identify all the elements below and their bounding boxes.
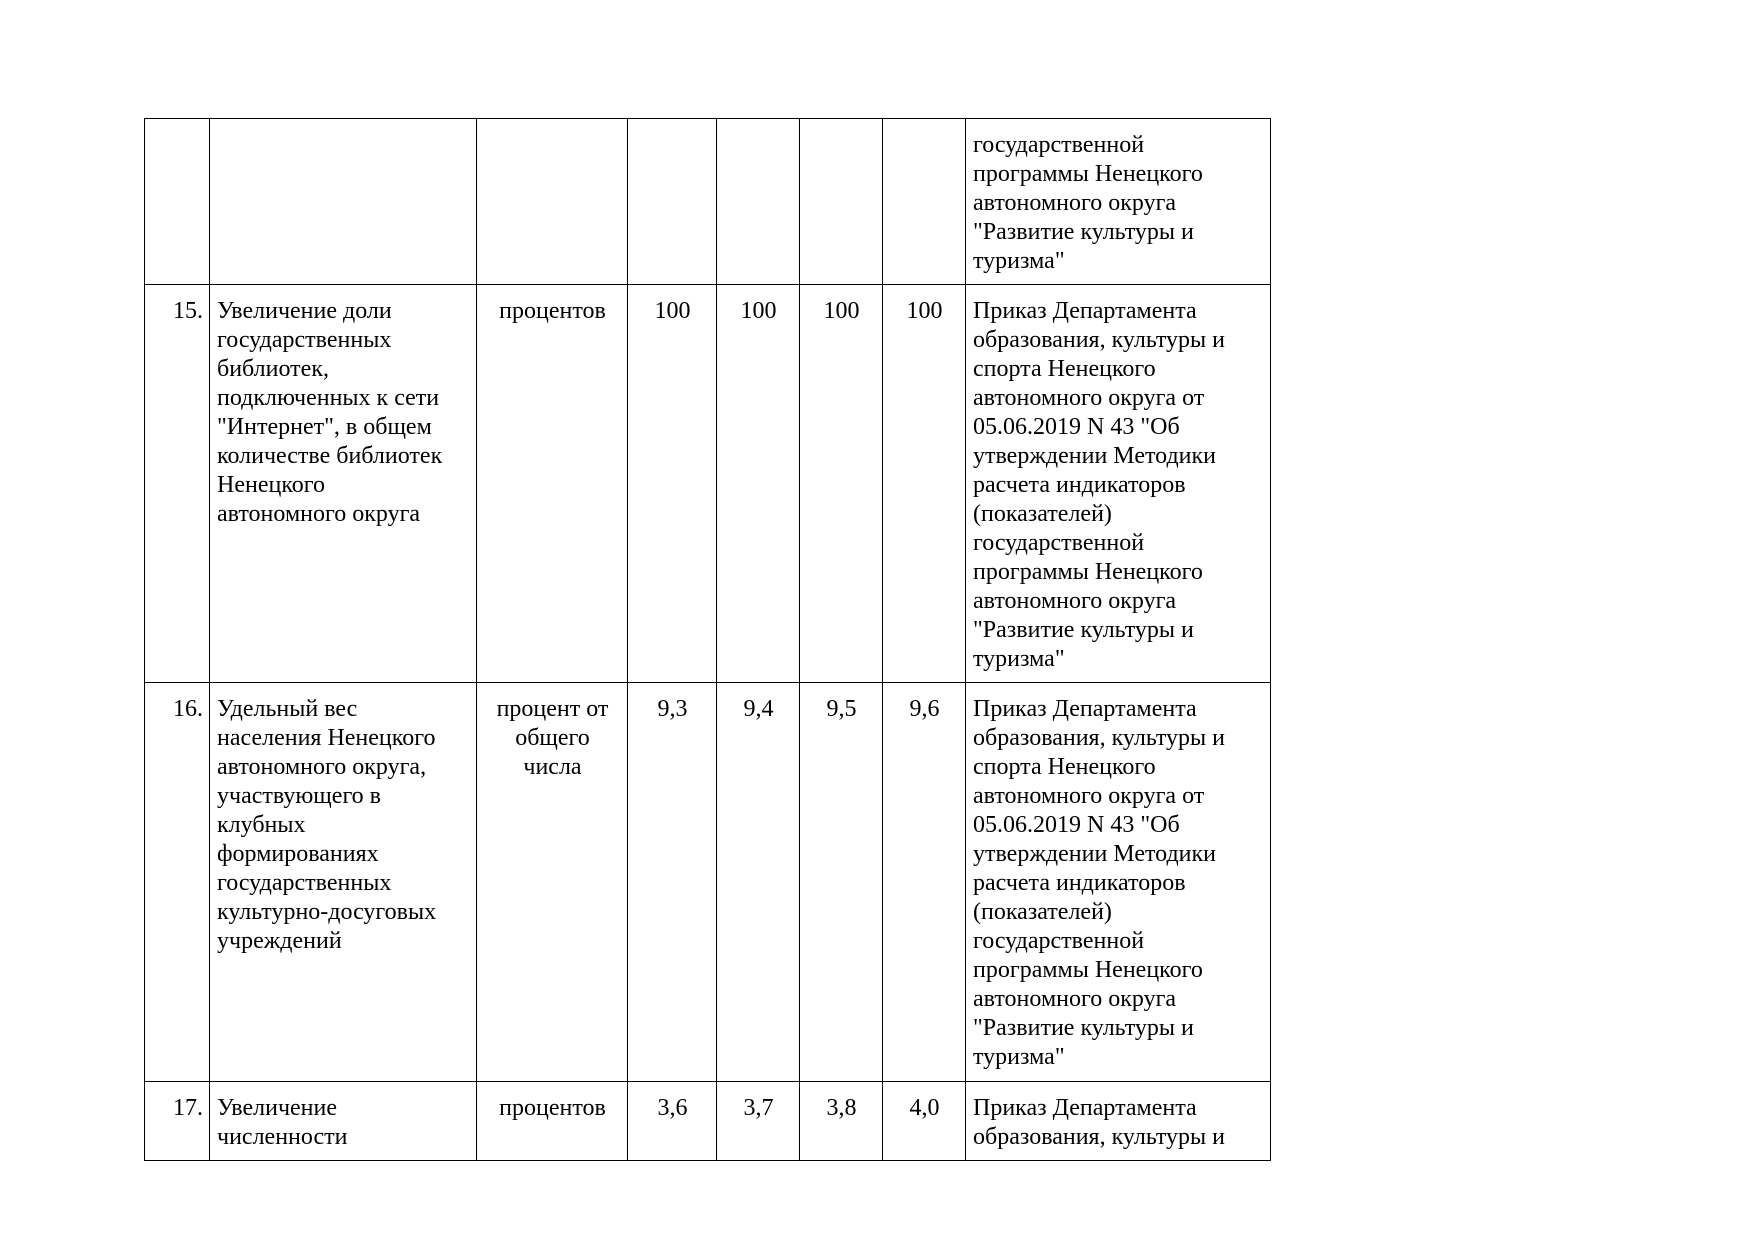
unit-text: процентов [499, 298, 606, 324]
source-cell [966, 683, 1271, 1082]
value-cell-3 [800, 1082, 883, 1161]
value-cell-4 [883, 119, 966, 285]
value-cell-4 [883, 683, 966, 1082]
table-row [145, 285, 1271, 683]
value-cell-1 [628, 119, 717, 285]
unit-cell [477, 683, 628, 1082]
source-text: Приказ Департамента образования, культуры и спорта Ненецкого автономного округа от 05.06.2019 N 43 "Об утверждении Методики расчета индикаторов (показателей) государственной программы Ненецкого автономного округа "Развитие культуры и туризма" [973, 298, 1226, 672]
value-text: 4,0 [909, 1095, 940, 1121]
unit-cell [477, 285, 628, 683]
indicators-table [144, 118, 1271, 1161]
indicator-name-cell [210, 285, 477, 683]
source-text: Приказ Департамента образования, культуры и [973, 1095, 1226, 1150]
source-cell [966, 1082, 1271, 1161]
row-number-cell [145, 683, 210, 1082]
value-cell-1 [628, 285, 717, 683]
value-cell-1 [628, 683, 717, 1082]
indicator-name-cell [210, 1082, 477, 1161]
indicator-name-cell [210, 683, 477, 1082]
value-text: 100 [906, 298, 943, 324]
table-row [145, 683, 1271, 1082]
value-text: 9,3 [657, 696, 688, 722]
value-cell-2 [717, 1082, 800, 1161]
value-cell-2 [717, 119, 800, 285]
value-cell-4 [883, 1082, 966, 1161]
value-text: 9,5 [826, 696, 857, 722]
indicator-name: Удельный вес населения Ненецкого автономного округа, участвующего в клубных формированиях государственных культурно-досуговых учреждений [217, 696, 437, 954]
value-text: 3,8 [826, 1095, 857, 1121]
value-cell-3 [800, 683, 883, 1082]
value-cell-2 [717, 683, 800, 1082]
value-text: 3,7 [743, 1095, 774, 1121]
unit-text: процент от общего числа [496, 696, 609, 780]
value-cell-1 [628, 1082, 717, 1161]
value-cell-2 [717, 285, 800, 683]
table-row [145, 119, 1271, 285]
row-number: 16. [173, 696, 203, 722]
row-number: 15. [173, 298, 203, 324]
unit-cell [477, 1082, 628, 1161]
row-number: 17. [173, 1095, 203, 1121]
source-cell [966, 119, 1271, 285]
value-text: 3,6 [657, 1095, 688, 1121]
unit-cell [477, 119, 628, 285]
value-text: 100 [740, 298, 777, 324]
source-cell [966, 285, 1271, 683]
unit-text: процентов [499, 1095, 606, 1121]
row-number-cell [145, 285, 210, 683]
row-number-cell [145, 1082, 210, 1161]
value-cell-3 [800, 119, 883, 285]
value-text: 100 [823, 298, 860, 324]
source-text: Приказ Департамента образования, культуры и спорта Ненецкого автономного округа от 05.06.2019 N 43 "Об утверждении Методики расчета индикаторов (показателей) государственной программы Ненецкого автономного округа "Развитие культуры и туризма" [973, 696, 1226, 1070]
indicator-name: Увеличение доли государственных библиотек, подключенных к сети "Интернет", в общем количестве библиотек Ненецкого автономного округа [217, 298, 443, 527]
value-cell-3 [800, 285, 883, 683]
table-row [145, 1082, 1271, 1161]
value-text: 9,6 [909, 696, 940, 722]
value-text: 100 [654, 298, 691, 324]
value-text: 9,4 [743, 696, 774, 722]
source-text: государственной программы Ненецкого автономного округа "Развитие культуры и туризма" [973, 132, 1203, 274]
indicator-name: Увеличение численности [217, 1095, 348, 1150]
value-cell-4 [883, 285, 966, 683]
indicator-name-cell [210, 119, 477, 285]
row-number-cell [145, 119, 210, 285]
